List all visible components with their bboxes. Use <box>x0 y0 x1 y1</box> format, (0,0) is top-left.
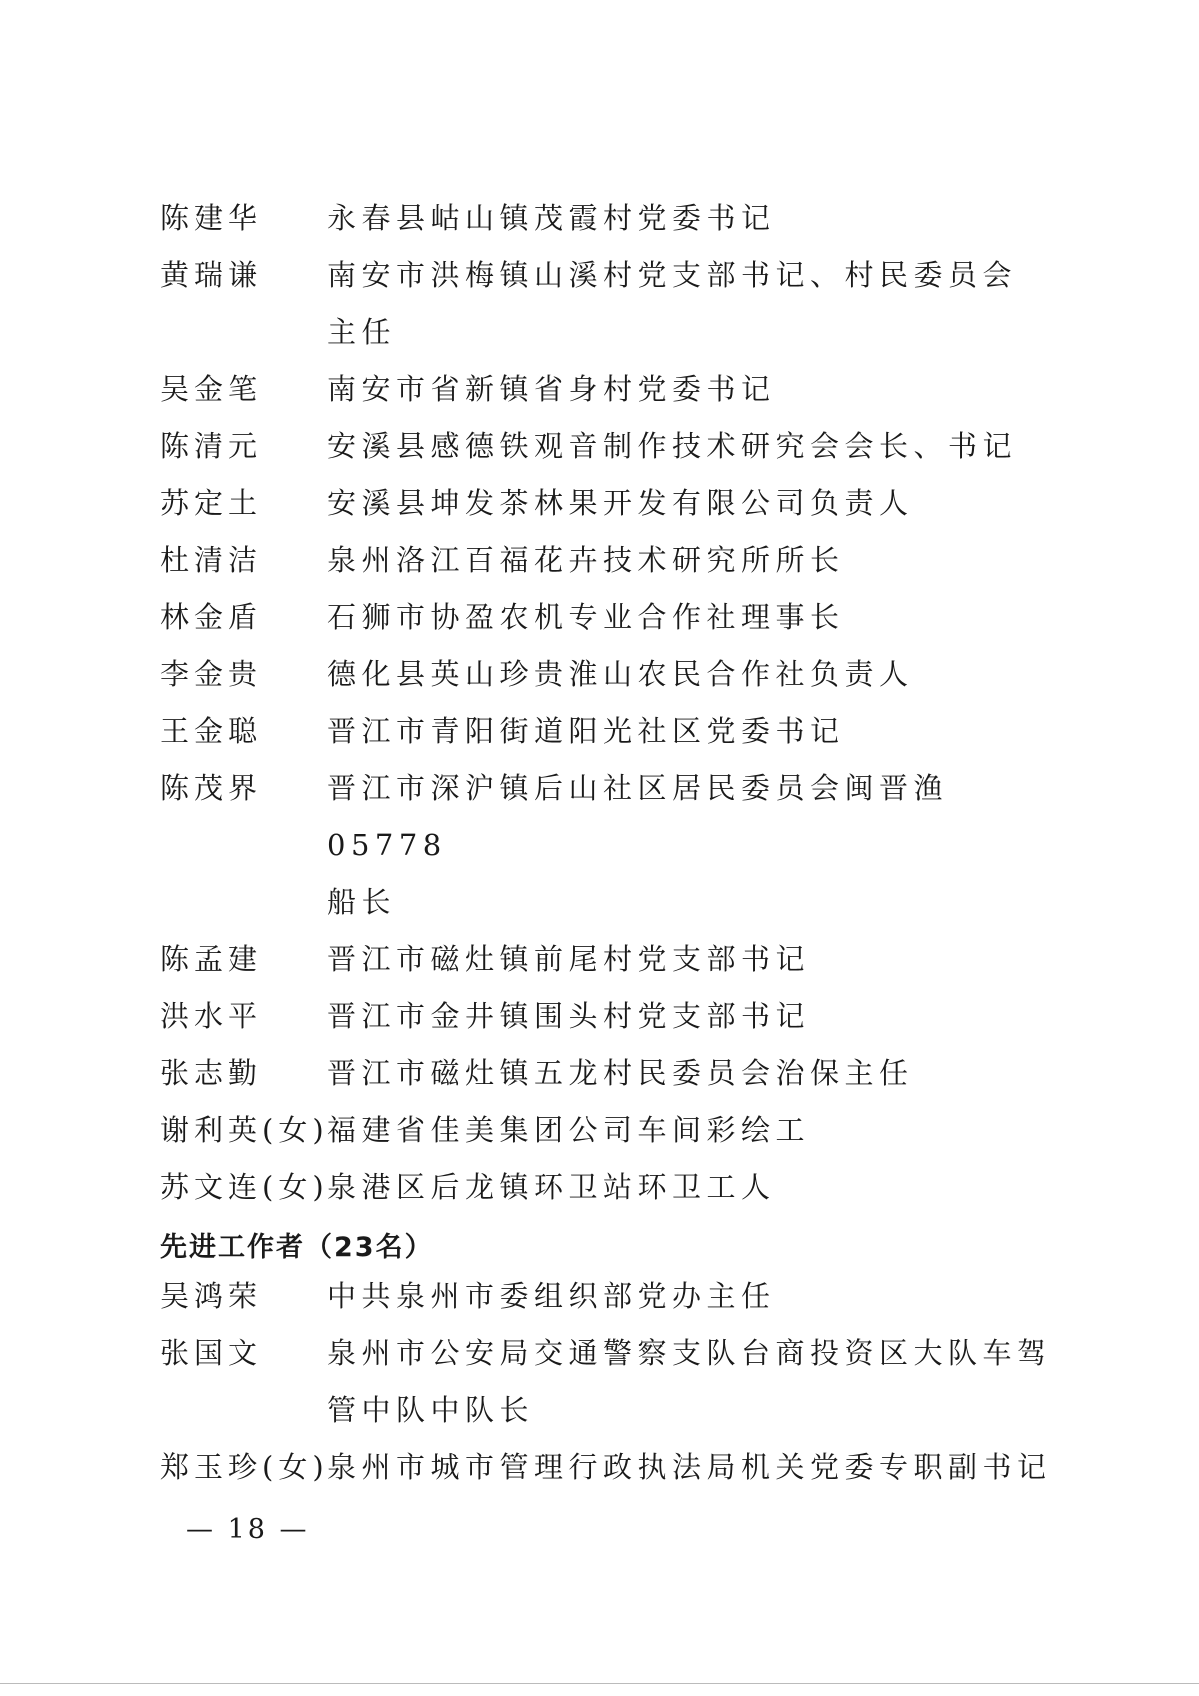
person-position: 南安市省新镇省身村党委书记 <box>327 372 776 406</box>
person-position: 石狮市协盈农机专业合作社理事长 <box>327 600 845 634</box>
page-number: — 18 — <box>186 1514 310 1545</box>
person-name: 张国文 <box>160 1336 263 1370</box>
list-item <box>160 1045 1060 1102</box>
scan-edge-divider <box>0 1683 1199 1684</box>
person-name: 郑玉珍(女) <box>160 1450 329 1484</box>
person-name: 谢利英(女) <box>160 1113 329 1147</box>
list-item <box>160 190 1060 247</box>
person-name: 李金贵 <box>160 657 263 691</box>
person-position: 德化县英山珍贵淮山农民合作社负责人 <box>327 657 914 691</box>
list-item <box>160 988 1060 1045</box>
person-position: 泉州市公安局交通警察支队台商投资区大队车驾 <box>327 1336 1052 1370</box>
person-name: 林金盾 <box>160 600 263 634</box>
list-item <box>160 703 1060 760</box>
person-position-continued: 主任 <box>327 315 397 349</box>
person-position: 永春县岵山镇茂霞村党委书记 <box>327 201 776 235</box>
advanced-worker-list <box>160 1268 1060 1496</box>
person-position: 安溪县感德铁观音制作技术研究会会长、书记 <box>327 429 1018 463</box>
person-position: 泉州市城市管理行政执法局机关党委专职副书记 <box>327 1450 1052 1484</box>
person-name: 苏文连(女) <box>160 1170 329 1204</box>
person-name: 王金聪 <box>160 714 263 748</box>
person-position: 南安市洪梅镇山溪村党支部书记、村民委员会 <box>327 258 1018 292</box>
person-name: 陈清元 <box>160 429 263 463</box>
person-position: 泉州洛江百福花卉技术研究所所长 <box>327 543 845 577</box>
list-item <box>160 646 1060 703</box>
person-name: 洪水平 <box>160 999 263 1033</box>
list-item <box>160 1268 1060 1325</box>
section-heading: 先进工作者（23名） <box>160 1232 434 1263</box>
list-item <box>160 1159 1060 1216</box>
person-position-continued: 船长 <box>327 885 397 919</box>
person-name: 陈建华 <box>160 201 263 235</box>
person-position: 晋江市磁灶镇前尾村党支部书记 <box>327 942 811 976</box>
person-name: 张志勤 <box>160 1056 263 1090</box>
person-position: 福建省佳美集团公司车间彩绘工 <box>327 1113 811 1147</box>
person-name: 杜清洁 <box>160 543 263 577</box>
list-item <box>160 931 1060 988</box>
person-name: 陈孟建 <box>160 942 263 976</box>
list-item <box>160 418 1060 475</box>
person-position: 晋江市青阳街道阳光社区党委书记 <box>327 714 845 748</box>
person-position-continued: 管中队中队长 <box>327 1393 535 1427</box>
person-name: 吴金笔 <box>160 372 263 406</box>
honoree-list <box>160 190 1060 1216</box>
person-name: 陈茂界 <box>160 771 263 805</box>
person-position: 晋江市深沪镇后山社区居民委员会闽晋渔05778 <box>327 771 949 862</box>
person-position: 中共泉州市委组织部党办主任 <box>327 1279 776 1313</box>
list-item <box>160 589 1060 646</box>
list-item <box>160 475 1060 532</box>
list-item <box>160 532 1060 589</box>
person-name: 黄瑞谦 <box>160 258 263 292</box>
person-position: 泉港区后龙镇环卫站环卫工人 <box>327 1170 776 1204</box>
person-position: 晋江市金井镇围头村党支部书记 <box>327 999 811 1033</box>
person-name: 吴鸿荣 <box>160 1279 263 1313</box>
person-position: 晋江市磁灶镇五龙村民委员会治保主任 <box>327 1056 914 1090</box>
list-item <box>160 1325 1060 1439</box>
list-item <box>160 247 1060 361</box>
list-item <box>160 361 1060 418</box>
list-item <box>160 1102 1060 1159</box>
person-position: 安溪县坤发茶林果开发有限公司负责人 <box>327 486 914 520</box>
list-item <box>160 760 1060 931</box>
person-name: 苏定土 <box>160 486 263 520</box>
list-item <box>160 1439 1060 1496</box>
